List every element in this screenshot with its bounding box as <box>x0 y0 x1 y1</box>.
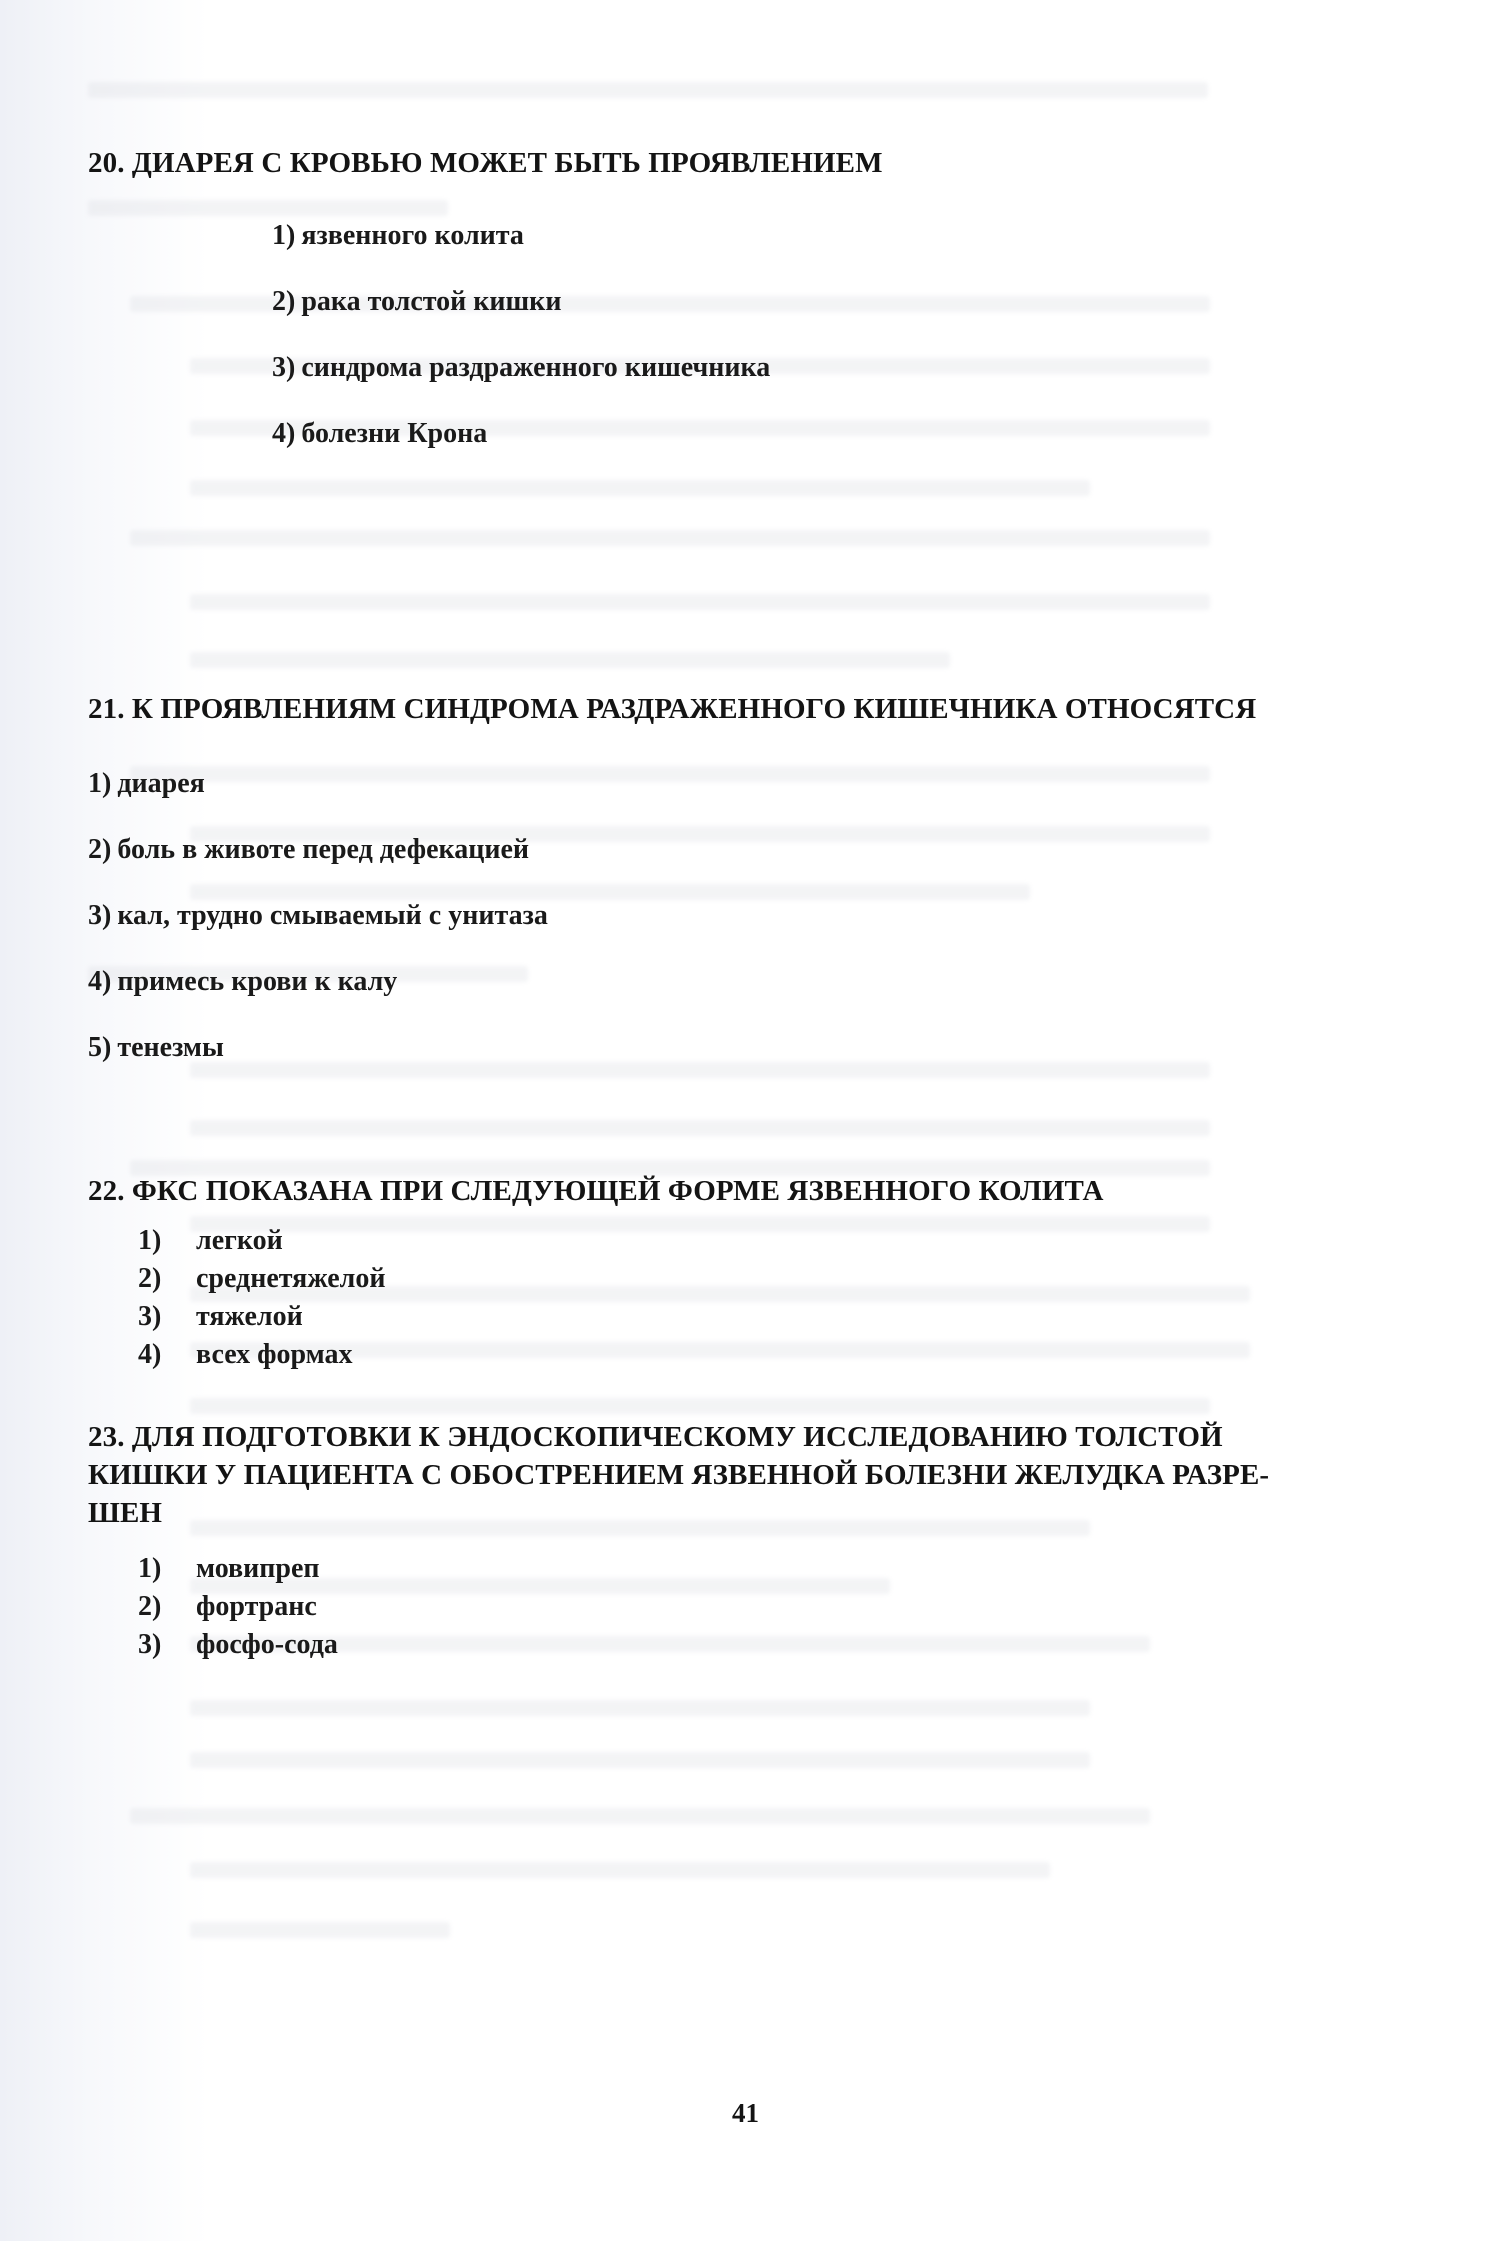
answer-options <box>88 1222 1388 1374</box>
answer-option: 3) синдрома раздраженного кишечника <box>272 352 771 383</box>
answer-option: 2) боль в животе перед дефекацией <box>88 834 530 865</box>
answer-option: 1) язвенного колита <box>272 220 524 251</box>
question-text-line-2: КИШКИ У ПАЦИЕНТА С ОБОСТРЕНИЕМ ЯЗВЕННОЙ БОЛЕЗНИ ЖЕЛУДКА РАЗРЕ- <box>88 1459 1270 1491</box>
question-text: ДИАРЕЯ С КРОВЬЮ МОЖЕТ БЫТЬ ПРОЯВЛЕНИЕМ <box>131 147 883 179</box>
question-title <box>88 144 1388 182</box>
question-number: 21. <box>88 693 125 725</box>
question-number: 23. <box>88 1421 125 1453</box>
question-number: 22. <box>88 1175 125 1207</box>
answer-option: 5) тенезмы <box>88 1032 224 1063</box>
question-text: ФКС ПОКАЗАНА ПРИ СЛЕДУЮЩЕЙ ФОРМЕ ЯЗВЕННОГО КОЛИТА <box>131 1175 1104 1207</box>
question-23 <box>88 1418 1388 1664</box>
question-text-line-3: ШЕН <box>88 1497 163 1529</box>
page-number: 41 <box>732 2098 759 2128</box>
answer-option: 2) фортранс <box>138 1591 317 1622</box>
answer-option: 1) мовипреп <box>138 1553 320 1584</box>
question-title <box>88 1418 1388 1532</box>
question-number: 20. <box>88 147 125 179</box>
answer-option: 1) легкой <box>138 1225 283 1256</box>
question-21 <box>88 690 1388 1063</box>
question-title <box>88 690 1388 728</box>
question-title <box>88 1172 1388 1210</box>
answer-option: 3) фосфо-сода <box>138 1629 338 1660</box>
answer-option: 4) всех формах <box>138 1339 353 1370</box>
question-text: К ПРОЯВЛЕНИЯМ СИНДРОМА РАЗДРАЖЕННОГО КИШЕЧНИКА ОТНОСЯТСЯ <box>131 693 1257 725</box>
answer-option: 3) тяжелой <box>138 1301 303 1332</box>
answer-option: 4) примесь крови к калу <box>88 966 398 997</box>
question-22 <box>88 1172 1388 1374</box>
question-20 <box>88 144 1388 449</box>
answer-option: 2) рака толстой кишки <box>272 286 562 317</box>
answer-options <box>88 1550 1388 1664</box>
answer-option: 4) болезни Крона <box>272 418 488 449</box>
question-text-line-1: ДЛЯ ПОДГОТОВКИ К ЭНДОСКОПИЧЕСКОМУ ИССЛЕДОВАНИЮ ТОЛСТОЙ <box>131 1421 1223 1453</box>
answer-option: 1) диарея <box>88 768 205 799</box>
answer-option: 2) среднетяжелой <box>138 1263 386 1294</box>
answer-option: 3) кал, трудно смываемый с унитаза <box>88 900 548 931</box>
